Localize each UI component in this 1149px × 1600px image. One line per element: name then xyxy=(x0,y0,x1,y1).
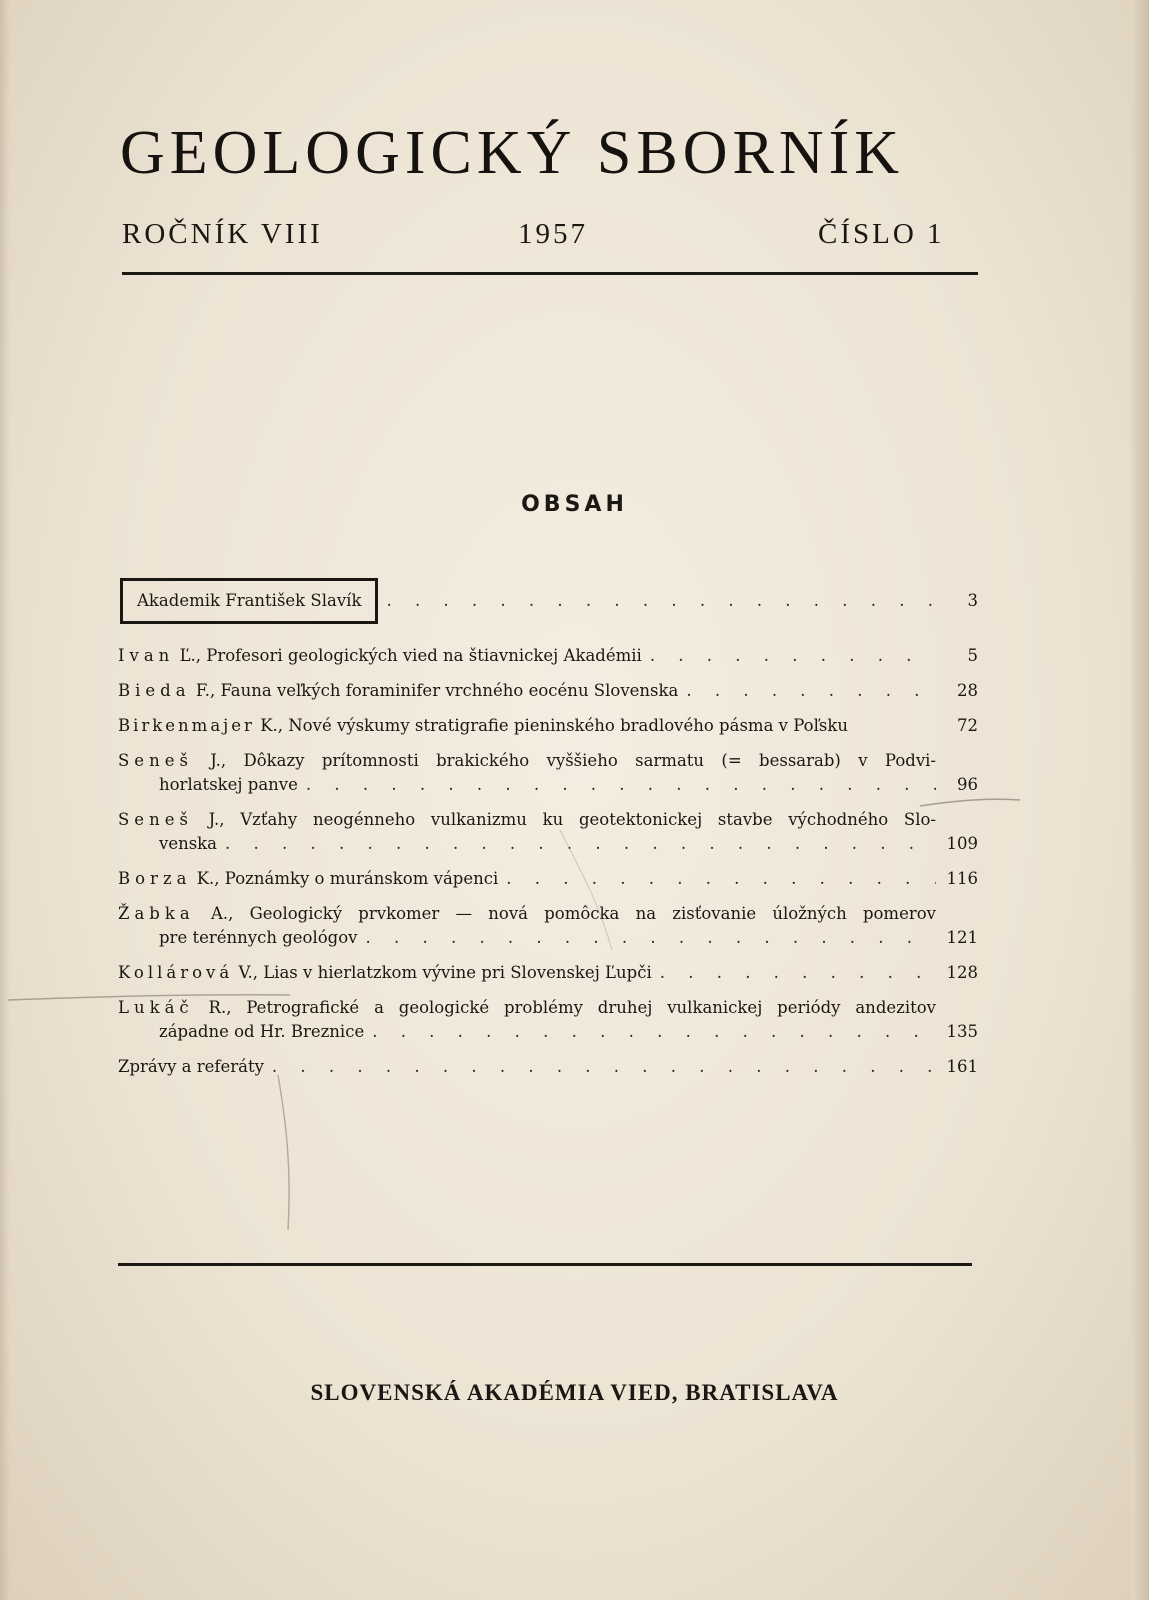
toc-entry xyxy=(118,867,978,891)
toc-entry xyxy=(118,749,978,797)
toc-page-number: 109 xyxy=(946,834,978,853)
toc-entry xyxy=(118,679,978,703)
toc-author: Seneš xyxy=(118,810,193,829)
toc-author: Lukáč xyxy=(118,998,194,1017)
volume-label: ROČNÍK VIII xyxy=(122,218,323,250)
toc-page-number: 28 xyxy=(957,681,978,700)
toc-page-number: 5 xyxy=(967,646,978,665)
toc-entry-continuation: západne od Hr. Breznice xyxy=(159,1022,365,1041)
toc-entry-title: Zprávy a referáty xyxy=(118,1057,264,1076)
journal-title: GEOLOGICKÝ SBORNÍK xyxy=(120,119,905,187)
toc-entry-title: F., Fauna veľkých foraminifer vrchného eocénu Slovenska xyxy=(195,681,679,700)
toc-entry-title: J., Vzťahy neogénneho vulkanizmu ku geotektonickej stavbe východného Slo- xyxy=(208,810,937,829)
toc-page-number: 72 xyxy=(957,716,978,735)
publisher-name: SLOVENSKÁ AKADÉMIA VIED, BRATISLAVA xyxy=(310,1380,839,1405)
toc-entry-title: K., Poznámky o muránskom vápenci xyxy=(196,869,499,888)
leader-dots xyxy=(217,832,936,856)
memorial-box xyxy=(120,578,378,624)
toc-page-number: 116 xyxy=(946,869,978,888)
toc-entry-continuation: horlatskej panve xyxy=(159,775,298,794)
toc-author: Žabka xyxy=(118,904,195,923)
footer-rule xyxy=(118,1263,972,1266)
toc-entry xyxy=(118,578,978,624)
toc-entry xyxy=(118,644,978,668)
toc-entry-title: R., Petrografické a geologické problémy druhej vulkanickej periódy andezitov xyxy=(208,998,936,1017)
toc-entry-title: Akademik František Slavík xyxy=(137,591,362,610)
toc-author: Ivan xyxy=(118,646,175,665)
leader-dots xyxy=(357,926,936,950)
table-of-contents xyxy=(118,578,978,1090)
page-edge-right xyxy=(1131,0,1149,1600)
toc-page-number: 3 xyxy=(967,591,978,610)
year-label: 1957 xyxy=(518,218,588,250)
leader-dots xyxy=(652,961,936,985)
header-rule xyxy=(122,272,978,275)
leader-dots xyxy=(378,589,936,613)
toc-entry-title: Ľ., Profesori geologických vied na štiavnickej Akadémii xyxy=(179,646,642,665)
leader-dots xyxy=(642,644,936,668)
leader-dots xyxy=(498,867,936,891)
toc-author: Kollárová xyxy=(118,963,234,982)
leader-dots xyxy=(264,1055,936,1079)
toc-entry-title: K., Nové výskumy stratigrafie pieninského bradlového pásma v Poľsku xyxy=(260,716,848,735)
page-edge-left xyxy=(0,0,10,1600)
toc-page-number: 161 xyxy=(946,1057,978,1076)
toc-entry-title: V., Lias v hierlatzkom vývine pri Slovenskej Ľupči xyxy=(238,963,652,982)
toc-author: Seneš xyxy=(118,751,193,770)
toc-entry-title: A., Geologický prvkomer — nová pomôcka na zisťovanie úložných pomerov xyxy=(210,904,936,923)
toc-author: Borza xyxy=(118,869,192,888)
toc-author: Bieda xyxy=(118,681,191,700)
toc-author: Birkenmajer xyxy=(118,716,255,735)
leader-dots xyxy=(678,679,936,703)
issue-number: ČÍSLO 1 xyxy=(818,218,945,250)
contents-heading: OBSAH xyxy=(521,492,628,517)
toc-page-number: 121 xyxy=(946,928,978,947)
toc-entry xyxy=(118,902,978,950)
toc-entry xyxy=(118,1055,978,1079)
leader-dots xyxy=(364,1020,936,1044)
toc-entry xyxy=(118,961,978,985)
toc-entry xyxy=(118,996,978,1044)
toc-entry xyxy=(118,808,978,856)
toc-entry-continuation: pre terénnych geológov xyxy=(159,928,358,947)
toc-entry-continuation: venska xyxy=(159,834,218,853)
toc-page-number: 128 xyxy=(946,963,978,982)
toc-entry xyxy=(118,714,978,738)
leader-dots xyxy=(298,773,936,797)
toc-page-number: 96 xyxy=(957,775,978,794)
toc-page-number: 135 xyxy=(946,1022,978,1041)
toc-entry-title: J., Dôkazy prítomnosti brakického vyššieho sarmatu (= bessarab) v Podvi- xyxy=(210,751,936,770)
